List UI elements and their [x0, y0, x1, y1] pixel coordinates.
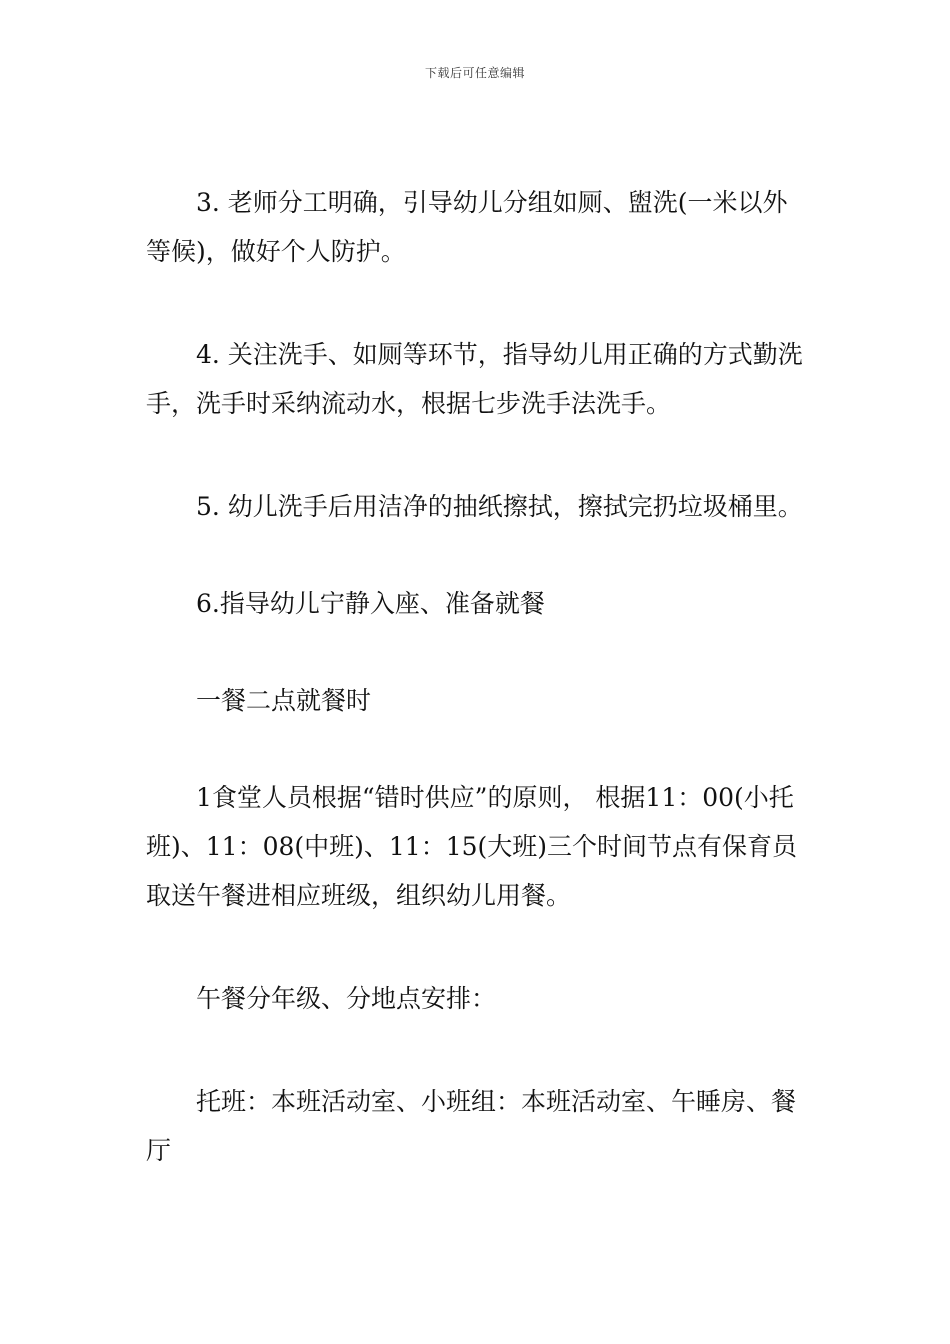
paragraph-lunch-locations: 托班：本班活动室、小班组：本班活动室、午睡房、餐厅: [146, 1087, 797, 1165]
paragraph-3: 3. 老师分工明确，引导幼儿分组如厕、盥洗(一米以外等候)，做好个人防护。: [146, 188, 788, 266]
paragraph-6: 6.指导幼儿宁静入座、准备就餐: [196, 589, 545, 618]
paragraph-4: 4. 关注洗手、如厕等环节，指导幼儿用正确的方式勤洗手，洗手时采纳流动水，根据七步洗手法洗手。: [146, 340, 803, 418]
section-heading-meals: 一餐二点就餐时: [196, 686, 372, 715]
paragraph-5: 5. 幼儿洗手后用洁净的抽纸擦拭，擦拭完扔垃圾桶里。: [196, 492, 803, 521]
document-body: [146, 178, 810, 1175]
page-header: 下载后可任意编辑: [424, 66, 525, 80]
paragraph-lunch-arrangement: 午餐分年级、分地点安排：: [196, 984, 497, 1013]
paragraph-lunch-schedule: 1食堂人员根据“错时供应”的原则， 根据11：00(小托班)、11：08(中班)、11：15(大班)三个时间节点有保育员取送午餐进相应班级，组织幼儿用餐。: [146, 783, 798, 910]
